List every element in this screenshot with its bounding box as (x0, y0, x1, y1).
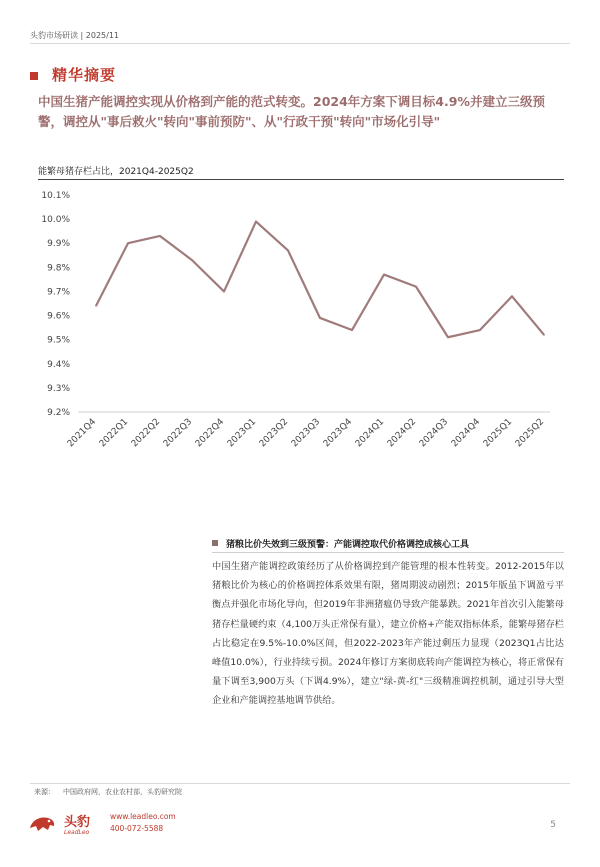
brand-logo (28, 806, 108, 840)
leopard-logo-icon (28, 812, 56, 834)
y-tick-label: 9.5% (47, 335, 70, 346)
header-text: 头豹市场研读 | 2025/11 (30, 31, 120, 40)
x-tick-label: 2024Q2 (385, 417, 419, 450)
subsection-heading (212, 537, 469, 550)
series-line (96, 222, 544, 338)
x-tick-label: 2024Q3 (417, 417, 451, 450)
footer-divider (30, 783, 570, 784)
data-point (479, 329, 481, 331)
y-tick-label: 9.8% (47, 263, 70, 274)
data-point (511, 295, 513, 297)
x-tick-label: 2023Q4 (321, 417, 355, 450)
y-tick-label: 9.3% (47, 383, 70, 394)
data-point (127, 242, 129, 244)
data-point (159, 235, 161, 237)
chart-title-divider (38, 179, 564, 180)
subsection-heading-text: 猪粮比价失效到三级预警：产能调控取代价格调控成核心工具 (226, 540, 470, 550)
website-link[interactable]: www.leadleo.com (110, 812, 176, 821)
header-divider (30, 43, 570, 44)
x-tick-label: 2024Q1 (353, 417, 387, 450)
data-point (95, 305, 97, 307)
logo-subtitle: LeadLeo (64, 829, 90, 836)
section-marker (30, 72, 38, 80)
data-point (447, 336, 449, 338)
data-point (287, 250, 289, 252)
y-tick-label: 9.4% (47, 359, 70, 370)
section-title: 精华摘要 (52, 66, 117, 84)
source-line (34, 787, 182, 797)
x-tick-label: 2025Q2 (513, 417, 547, 450)
y-tick-label: 9.2% (47, 408, 70, 418)
x-tick-label: 2023Q2 (257, 417, 291, 450)
x-tick-label: 2021Q4 (65, 417, 99, 450)
x-tick-label: 2023Q3 (289, 417, 323, 450)
data-point (255, 221, 257, 223)
data-point (415, 286, 417, 288)
y-tick-label: 9.6% (47, 311, 70, 322)
line-chart (30, 185, 570, 485)
x-tick-label: 2022Q3 (161, 417, 195, 450)
y-tick-label: 10.1% (41, 191, 70, 201)
body-paragraph: 中国生猪产能调控政策经历了从价格调控到产能管理的根本性转变。2012-2015年以猪粮比价为核心的价格调控体系效果有限，猪周期波动剧烈；2015年版虽下调盈亏平衡点并强化市场化导向，但2019年非洲猪瘟仍导致产能暴跌。2021年首次引入能繁母猪存栏量硬约束（4,100万头正常保有量），建立价格+产能双指标体系，能繁母猪存栏占比稳定在9.5%-10.0%区间，但2022-2023年产能过剩压力显现（2023Q1占比达峰值10.0%），行业持续亏损。2024年修订方案彻底转向产能调控为核心，将正常保有量下调至3,900万头（下调4.9%），建立"绿-黄-红"三级精准调控机制，通过引导大型企业和产能调控基地调节供给。 (212, 561, 564, 707)
x-tick-label: 2022Q4 (193, 417, 227, 450)
source-text: 中国政府网，农业农村部，头豹研究院 (63, 788, 182, 796)
data-point (383, 274, 385, 276)
phone-number: 400-072-5588 (110, 824, 164, 833)
source-label: 来源： (34, 788, 55, 796)
headline: 中国生猪产能调控实现从价格到产能的范式转变。2024年方案下调目标4.9%并建立三级预警，调控从"事后救火"转向"事前预防"、从"行政干预"转向"市场化引导" (38, 94, 545, 129)
page-number: 5 (550, 820, 556, 830)
data-point (319, 317, 321, 319)
data-point (351, 329, 353, 331)
chart-title: 能繁母猪存栏占比，2021Q4-2025Q2 (38, 167, 194, 177)
x-tick-label: 2023Q1 (225, 417, 259, 450)
x-tick-label: 2022Q2 (129, 417, 163, 450)
logo-name: 头豹 (64, 815, 91, 830)
y-tick-label: 9.7% (47, 287, 70, 298)
y-tick-label: 10.0% (41, 215, 70, 226)
contact-info (110, 811, 176, 835)
x-tick-label: 2022Q1 (97, 417, 131, 450)
x-tick-label: 2025Q1 (481, 417, 515, 450)
data-point (191, 259, 193, 261)
y-tick-label: 9.9% (47, 239, 70, 250)
data-point (543, 334, 545, 336)
x-tick-label: 2024Q4 (449, 417, 483, 450)
subsection-divider (212, 552, 564, 553)
data-point (223, 291, 225, 293)
